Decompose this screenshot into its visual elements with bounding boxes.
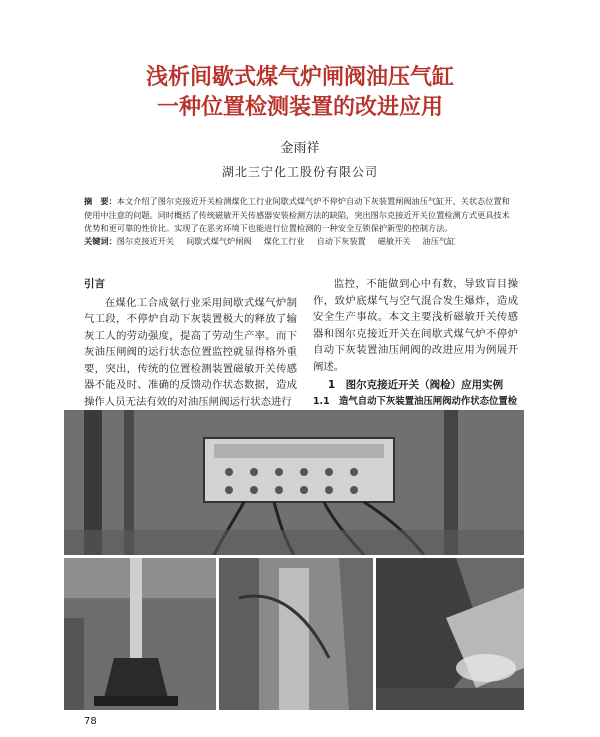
subsection-heading: 1.1 造气自动下灰装置油压闸阀动作状态位置检 — [313, 395, 518, 407]
photo-sensor-mount — [219, 558, 373, 710]
keywords-label: 关键词： — [84, 236, 117, 246]
figure-photos — [64, 410, 524, 710]
right-column — [313, 276, 518, 426]
photo-control-box — [64, 410, 524, 555]
keyword: 自动下灰装置 — [316, 236, 366, 246]
page-number: 78 — [84, 716, 97, 727]
keywords — [84, 236, 516, 247]
intro-paragraph: 在煤化工合成氨行业采用间歇式煤气炉制气工段，不停炉自动下灰装置极大的释放了输灰工人的劳动强度，提高了劳动生产率。而下灰油压闸阀的运行状态位置监控就显得格外重要，突出，传统的位置检测装置磁敏开关传感器不能及时、准确的反馈动作状态数据，造成操作人员无法有效的对油压闸阀运行状态进行 — [84, 296, 297, 408]
keyword: 煤化工行业 — [263, 236, 305, 246]
abstract-label: 摘 要： — [84, 196, 117, 206]
keyword: 磁敏开关 — [377, 236, 411, 246]
intro-heading: 引言 — [84, 278, 105, 290]
left-column — [84, 276, 297, 410]
photo-cylinder — [64, 558, 216, 710]
author-name: 金雨祥 — [280, 141, 320, 156]
keyword: 油压气缸 — [422, 236, 456, 246]
article-title-line2: 一种位置检测装置的改进应用 — [156, 95, 443, 120]
abstract — [84, 195, 516, 236]
photo-ash-valve — [376, 558, 524, 710]
article-title-line1: 浅析间歇式煤气炉闸阀油压气缸 — [145, 65, 454, 90]
intro-paragraph-continued: 监控，不能做到心中有数，导致盲目操作，致炉底煤气与空气混合发生爆炸，造成安全生产事故。本文主要浅析磁敏开关传感器和图尔克接近开关在间歇式煤气炉不停炉自动下灰装置油压闸阀的改进应用为例展开阐述。 — [313, 278, 518, 373]
keyword: 图尔克接近开关 — [116, 236, 175, 246]
abstract-text: 本文介绍了图尔克接近开关检测煤化工行业间歇式煤气炉不停炉自动下灰装置闸阀油压气缸开、关状态位置和使用中注意的问题。同时概括了传统磁敏开关传感器安装检测方法的缺陷，突出图尔克接近开关位置检测方式更具技术优势和更可靠的性价比。实现了在恶劣环境下也能进行位置检测的一种安全互锁保护新型的控制方法。 — [84, 196, 510, 233]
keyword: 间歇式煤气炉闸阀 — [186, 236, 252, 246]
section-heading: 1 图尔克接近开关（阀检）应用实例 — [327, 379, 504, 391]
author-affiliation: 湖北三宁化工股份有限公司 — [221, 165, 378, 179]
